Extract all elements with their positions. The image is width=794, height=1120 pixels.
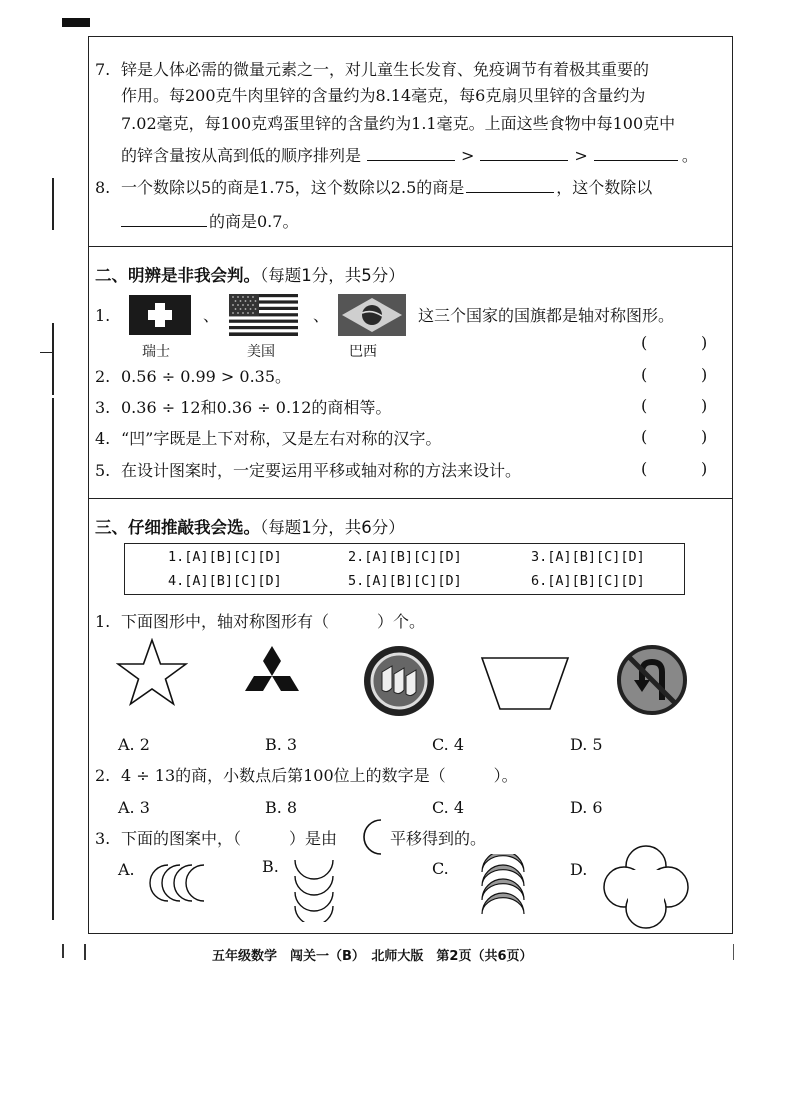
section2-subtitle: （每题1分，共5分） (260, 266, 405, 285)
crescent-pattern-b-icon (292, 856, 336, 922)
binding-margin-line (52, 323, 54, 395)
s2-q2-text: 0.56 ÷ 0.99 > 0.35。 (121, 367, 292, 386)
footer-mark (733, 944, 734, 960)
q8-line (121, 176, 652, 200)
mitsubishi-logo-icon (239, 646, 305, 706)
paren-open: ( (641, 396, 648, 415)
s2-q1-number: 1. (95, 306, 111, 325)
section-divider (88, 246, 733, 247)
answer-blank[interactable] (466, 176, 554, 193)
s2-q3-text: 0.36 ÷ 12和0.36 ÷ 0.12的商相等。 (121, 398, 392, 417)
paren-close: ) (701, 365, 708, 384)
section2-title-text: 二、明辨是非我会判。 (95, 266, 260, 285)
gt-sign: > (574, 146, 588, 165)
answer-bubble-row[interactable]: 3.[A][B][C][D] (531, 549, 645, 565)
s3-q2-number: 2. (95, 766, 111, 785)
q7-line: 作用。每200克牛肉里锌的含量约为8.14毫克，每6克扇贝里锌的含量约为 (121, 86, 646, 105)
swiss-flag-icon (129, 295, 191, 335)
gt-sign: > (461, 146, 475, 165)
option-c[interactable]: C. (432, 859, 449, 878)
option-c[interactable]: C. 4 (432, 735, 465, 754)
paren-close: ) (701, 459, 708, 478)
us-flag-icon (229, 294, 298, 336)
s2-q1-text: 这三个国家的国旗都是轴对称图形。 (418, 306, 675, 325)
answer-blank[interactable] (480, 144, 568, 161)
period: 。 (681, 146, 698, 165)
q7-line (121, 144, 698, 168)
option-b[interactable]: B. 3 (265, 735, 298, 754)
flag-label: 瑞士 (142, 344, 170, 360)
s2-q3-number: 3. (95, 398, 111, 417)
section3-title (95, 514, 405, 538)
separator: 、 (313, 306, 330, 325)
separator: 、 (203, 306, 220, 325)
answer-blank[interactable] (121, 210, 207, 227)
option-d[interactable]: D. (570, 860, 588, 879)
q7-line4-text: 的锌含量按从高到低的顺序排列是 (121, 146, 362, 165)
q8-number: 8. (95, 178, 111, 197)
s3-q3-text: 平移得到的。 (390, 829, 487, 848)
s3-q1-number: 1. (95, 612, 111, 631)
q8-text: 的商是0.7。 (209, 212, 299, 231)
crescent-moon-icon (357, 817, 385, 857)
answer-bubble-row[interactable]: 6.[A][B][C][D] (531, 573, 645, 589)
answer-bubble-row[interactable]: 5.[A][B][C][D] (348, 573, 462, 589)
option-a[interactable]: A. 3 (118, 798, 150, 817)
answer-bubble-row[interactable]: 1.[A][B][C][D] (168, 549, 282, 565)
option-b[interactable]: B. (262, 857, 279, 876)
paren-open: ( (641, 459, 648, 478)
brazil-flag-icon (338, 294, 406, 336)
q7-number: 7. (95, 60, 111, 79)
option-a[interactable]: A. (118, 860, 135, 879)
corner-registration-mark (62, 18, 90, 27)
paren-close: ) (701, 333, 708, 352)
binding-margin-tick (40, 352, 54, 353)
flag-label: 美国 (247, 344, 275, 360)
paren-close: ) (701, 396, 708, 415)
footer-mark (62, 944, 70, 958)
crescent-pattern-c-icon (478, 854, 528, 924)
page-footer: 五年级数学 闯关一（B） 北师大版 第2页（共6页） (212, 949, 533, 964)
option-d[interactable]: D. 6 (570, 798, 603, 817)
answer-blank[interactable] (367, 144, 455, 161)
answer-bubble-row[interactable]: 2.[A][B][C][D] (348, 549, 462, 565)
binding-margin-line (52, 178, 54, 230)
star-icon (116, 638, 188, 708)
q8-line (121, 210, 298, 234)
footer-mark (84, 944, 86, 960)
page-frame (88, 36, 733, 934)
s3-q2-text: 4 ÷ 13的商，小数点后第100位上的数字是（ ）。 (121, 766, 518, 785)
binding-margin-line (52, 398, 54, 920)
s2-q4-number: 4. (95, 429, 111, 448)
paren-open: ( (641, 365, 648, 384)
s2-q4-text: “凹”字既是上下对称，又是左右对称的汉字。 (121, 429, 442, 448)
section-divider (88, 498, 733, 499)
trapezoid-icon (480, 656, 570, 712)
crescent-pattern-a-icon (148, 862, 220, 904)
option-c[interactable]: C. 4 (432, 798, 465, 817)
s3-q1-text: 下面图形中，轴对称图形有（ ）个。 (121, 612, 426, 631)
answer-bubble-row[interactable]: 4.[A][B][C][D] (168, 573, 282, 589)
option-d[interactable]: D. 5 (570, 735, 603, 754)
flower-pattern-d-icon (598, 844, 694, 930)
s2-q5-text: 在设计图案时，一定要运用平移或轴对称的方法来设计。 (121, 461, 522, 480)
s2-q5-number: 5. (95, 461, 111, 480)
s3-q3-number: 3. (95, 829, 111, 848)
q8-text: ，这个数除以 (556, 178, 653, 197)
paren-close: ) (701, 427, 708, 446)
option-a[interactable]: A. 2 (118, 735, 150, 754)
q8-text: 一个数除以5的商是1.75，这个数除以2.5的商是 (121, 178, 465, 197)
s3-q3-text: 下面的图案中，（ ）是由 (121, 829, 338, 848)
section2-title (95, 262, 405, 286)
flag-label: 巴西 (349, 344, 377, 360)
paren-open: ( (641, 427, 648, 446)
buick-logo-icon (362, 644, 436, 718)
answer-blank[interactable] (594, 144, 678, 161)
option-b[interactable]: B. 8 (265, 798, 298, 817)
section3-title-text: 三、仔细推敲我会选。 (95, 518, 260, 537)
section3-subtitle: （每题1分，共6分） (260, 518, 405, 537)
s2-q2-number: 2. (95, 367, 111, 386)
q7-line: 7.02毫克，每100克鸡蛋里锌的含量约为1.1毫克。上面这些食物中每100克中 (121, 114, 676, 133)
paren-open: ( (641, 333, 648, 352)
no-u-turn-sign-icon (616, 644, 688, 716)
q7-line: 锌是人体必需的微量元素之一，对儿童生长发育、免疫调节有着极其重要的 (121, 60, 650, 79)
